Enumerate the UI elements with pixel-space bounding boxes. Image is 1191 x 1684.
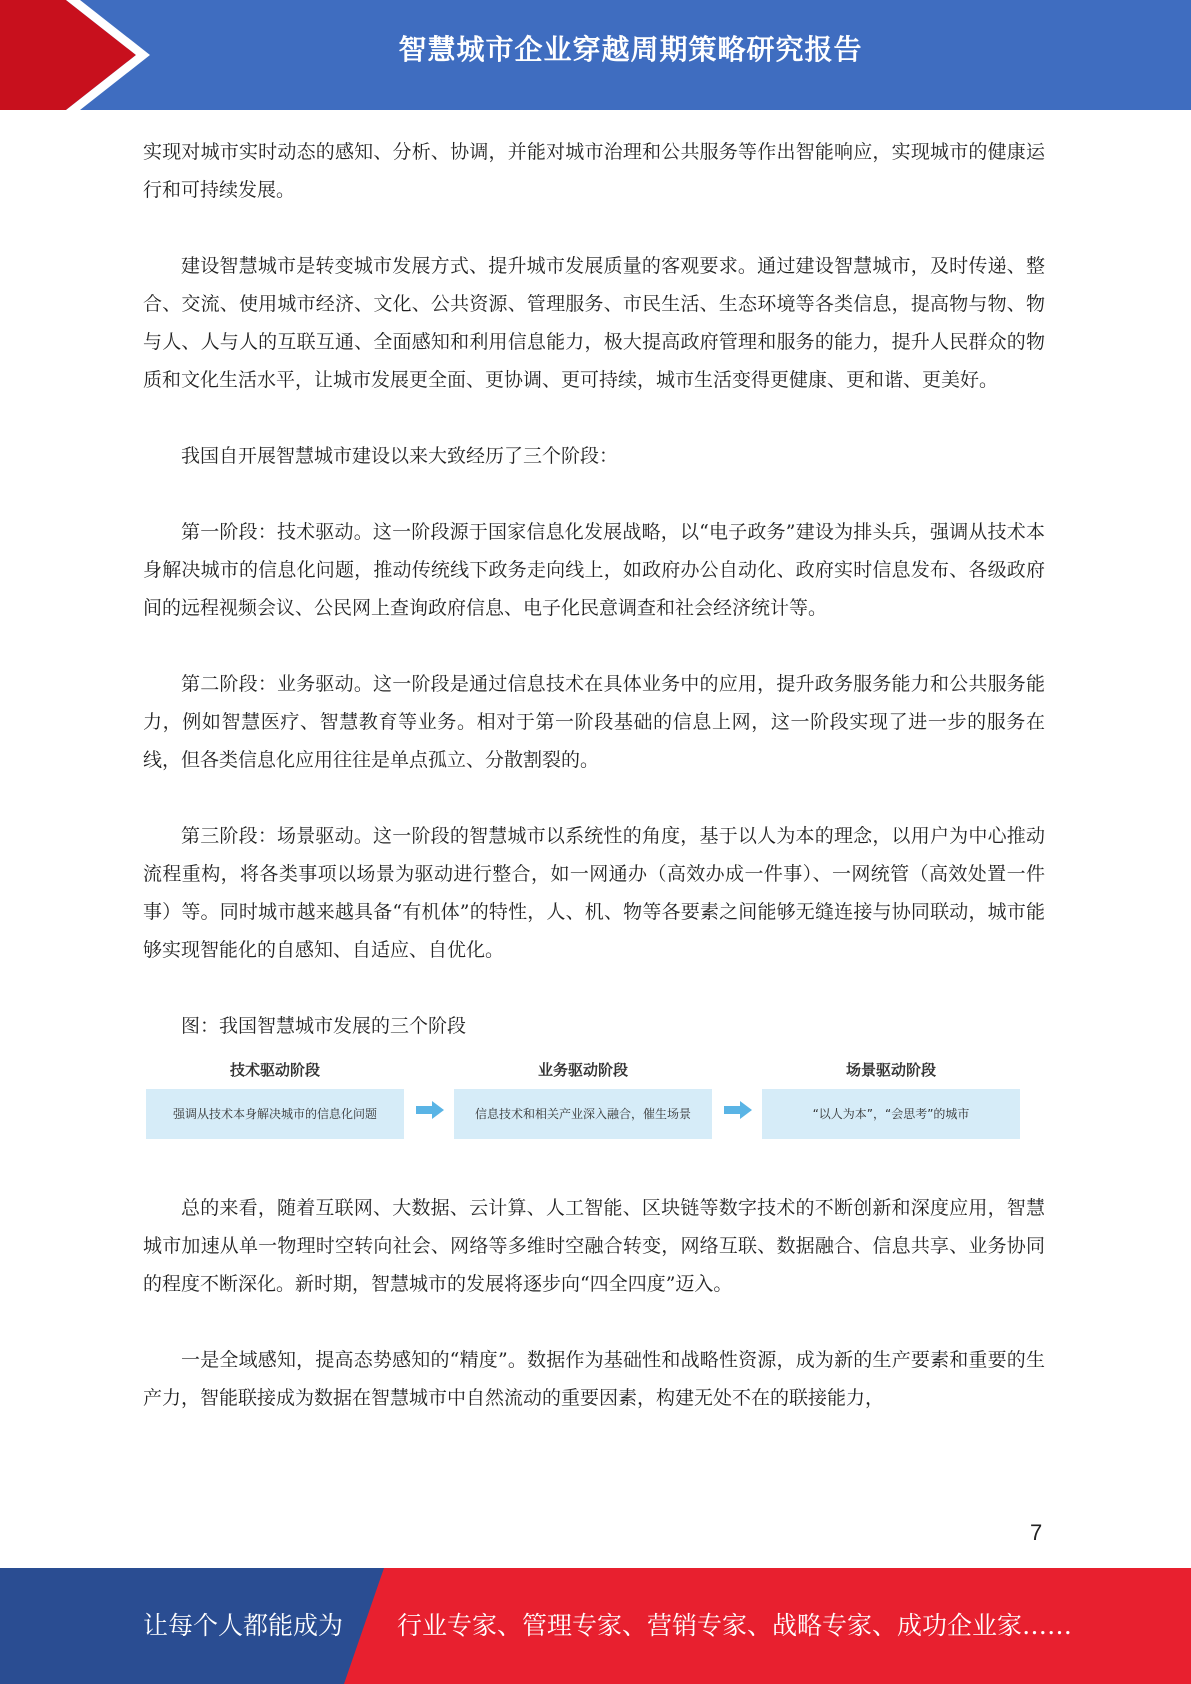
- stages-figure: [146, 1053, 1026, 1163]
- page-header: [0, 0, 1191, 110]
- arrow-right-icon: [724, 1101, 752, 1119]
- stage-title: 场景驱动阶段: [845, 1061, 936, 1079]
- paragraph: 总的来看，随着互联网、大数据、云计算、人工智能、区块链等数字技术的不断创新和深度应用，智慧城市加速从单一物理时空转向社会、网络等多维时空融合转变，网络互联、数据融合、信息共享、业务协同的程度不断深化。新时期，智慧城市的发展将逐步向“四全四度”迈入。: [143, 1197, 1045, 1295]
- paragraph: 第一阶段：技术驱动。这一阶段源于国家信息化发展战略，以“电子政务”建设为排头兵，强调从技术本身解决城市的信息化问题，推动传统线下政务走向线上，如政府办公自动化、政府实时信息发布、各级政府间的远程视频会议、公民网上查询政府信息、电子化民意调查和社会经济统计等。: [143, 521, 1045, 619]
- figure-caption: 图：我国智慧城市发展的三个阶段: [181, 1015, 467, 1037]
- footer-slogan-left: 让每个人都能成为: [143, 1611, 344, 1640]
- paragraph: 我国自开展智慧城市建设以来大致经历了三个阶段：: [181, 445, 619, 467]
- paragraph: 第三阶段：场景驱动。这一阶段的智慧城市以系统性的角度，基于以人为本的理念，以用户为中心推动流程重构，将各类事项以场景为驱动进行整合，如一网通办（高效办成一件事）、一网统管（高效处置一件事）等。同时城市越来越具备“有机体”的特性，人、机、物等各要素之间能够无缝连接与协同联动，城市能够实现智能化的自感知、自适应、自优化。: [143, 825, 1045, 961]
- paragraph: 实现对城市实时动态的感知、分析、协调，并能对城市治理和公共服务等作出智能响应，实现城市的健康运行和可持续发展。: [143, 141, 1045, 201]
- stage-scenario: [762, 1053, 1020, 1139]
- stage-business: [454, 1053, 712, 1139]
- stage-title: 技术驱动阶段: [229, 1061, 320, 1079]
- stage-description: “以人为本”，“会思考”的城市: [762, 1089, 1020, 1139]
- arrow-right-icon: [416, 1101, 444, 1119]
- paragraph: 建设智慧城市是转变城市发展方式、提升城市发展质量的客观要求。通过建设智慧城市，及时传递、整合、交流、使用城市经济、文化、公共资源、管理服务、市民生活、生态环境等各类信息，提高物与物、物与人、人与人的互联互通、全面感知和利用信息能力，极大提高政府管理和服务的能力，提升人民群众的物质和文化生活水平，让城市发展更全面、更协调、更可持续，城市生活变得更健康、更和谐、更美好。: [143, 255, 1045, 391]
- page-number: 7: [1030, 1520, 1043, 1545]
- page-footer: [0, 1568, 1191, 1684]
- stage-title: 业务驱动阶段: [537, 1061, 628, 1079]
- report-title: 智慧城市企业穿越周期策略研究报告: [398, 33, 863, 66]
- footer-slogan-right: 行业专家、管理专家、营销专家、战略专家、成功企业家……: [397, 1611, 1073, 1640]
- stage-tech: [146, 1053, 404, 1139]
- paragraph: 第二阶段：业务驱动。这一阶段是通过信息技术在具体业务中的应用，提升政务服务能力和公共服务能力，例如智慧医疗、智慧教育等业务。相对于第一阶段基础的信息上网，这一阶段实现了进一步的服务在线，但各类信息化应用往往是单点孤立、分散割裂的。: [143, 673, 1045, 771]
- paragraph: 一是全域感知，提高态势感知的“精度”。数据作为基础性和战略性资源，成为新的生产要素和重要的生产力，智能联接成为数据在智慧城市中自然流动的重要因素，构建无处不在的联接能力，: [143, 1349, 1045, 1409]
- stage-description: 信息技术和相关产业深入融合，催生场景: [454, 1089, 712, 1139]
- stage-description: 强调从技术本身解决城市的信息化问题: [146, 1089, 404, 1139]
- document-body: [143, 133, 1045, 1455]
